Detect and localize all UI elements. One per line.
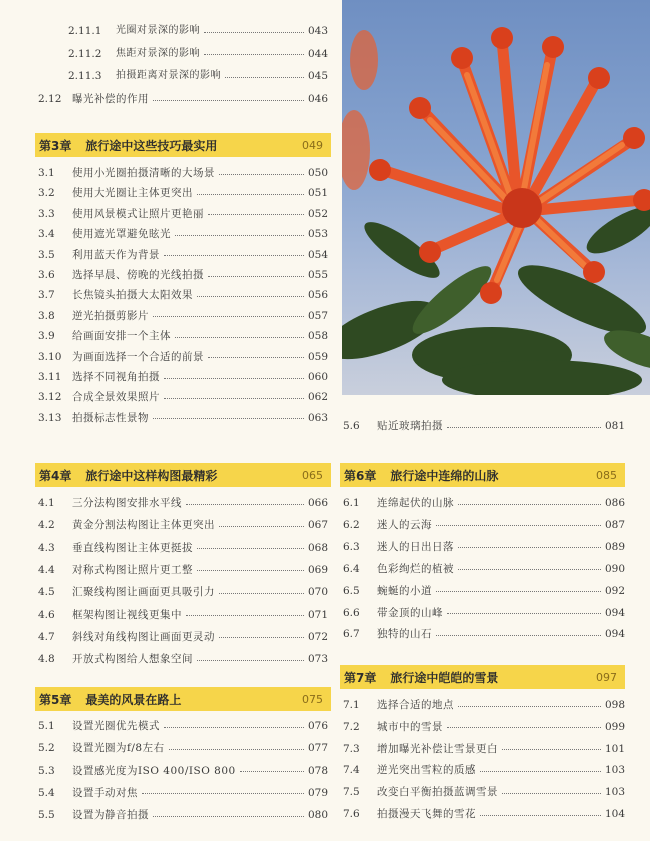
toc-entry[interactable]: [38, 409, 328, 427]
toc-entry-title: 黄金分割法构图让主体更突出: [72, 519, 215, 532]
toc-entry[interactable]: [38, 368, 328, 386]
toc-entry-title: 合成全景效果照片: [72, 391, 160, 404]
dot-leader: [436, 635, 601, 636]
toc-entry-title: 曝光补偿的作用: [72, 93, 149, 106]
toc-entry-title: 开放式构图给人想象空间: [72, 653, 193, 666]
dot-leader: [204, 54, 304, 55]
toc-entry-page: 052: [308, 207, 329, 220]
chapter-4-header[interactable]: [35, 463, 331, 487]
toc-entry-page: 104: [605, 808, 626, 820]
toc-entry-title: 对称式构图让照片更工整: [72, 563, 193, 576]
toc-entry[interactable]: [68, 45, 328, 63]
toc-entry-page: 077: [308, 742, 329, 755]
toc-entry-page: 051: [308, 187, 329, 200]
chapter-label: 第6章: [344, 468, 377, 483]
toc-entry-number: 5.3: [38, 764, 55, 777]
toc-entry[interactable]: [38, 164, 328, 182]
toc-entry-number: 3.5: [38, 248, 55, 261]
toc-entry-page: 101: [605, 742, 626, 755]
toc-entry-number: 6.7: [343, 628, 360, 641]
toc-entry-page: 054: [308, 248, 329, 261]
dot-leader: [219, 637, 304, 638]
dot-leader: [436, 525, 601, 526]
toc-entry[interactable]: [38, 784, 328, 802]
toc-entry-title: 垂直线构图让主体更挺拔: [72, 541, 193, 554]
toc-entry[interactable]: [38, 494, 328, 512]
toc-entry-page: 103: [605, 764, 626, 777]
dot-leader: [447, 613, 601, 614]
toc-entry-number: 7.2: [343, 720, 360, 733]
toc-entry-number: 6.3: [343, 540, 360, 553]
toc-entry-page: 090: [605, 562, 626, 575]
toc-entry[interactable]: [343, 604, 625, 622]
dot-leader: [458, 569, 601, 570]
dot-leader: [186, 615, 304, 616]
toc-entry-number: 7.6: [343, 808, 360, 820]
chapter-page: 075: [302, 692, 323, 706]
toc-entry-number: 5.1: [38, 720, 55, 732]
dot-leader: [153, 100, 304, 101]
toc-entry-title: 拍摄标志性景物: [72, 411, 149, 424]
toc-entry-number: 7.1: [343, 699, 360, 711]
toc-entry[interactable]: [38, 806, 328, 824]
toc-entry-number: 6.2: [343, 518, 360, 531]
toc-entry[interactable]: [343, 417, 625, 435]
toc-entry-number: 3.2: [38, 187, 55, 200]
toc-entry-title: 城市中的雪景: [377, 720, 443, 733]
toc-entry-title: 利用蓝天作为背景: [72, 248, 160, 261]
toc-entry-number: 3.7: [38, 289, 55, 302]
toc-entry-number: 2.12: [38, 93, 62, 106]
toc-entry-page: 086: [605, 497, 626, 509]
toc-entry[interactable]: [38, 286, 328, 304]
toc-entry-page: 057: [308, 309, 329, 322]
toc-entry-title: 色彩绚烂的植被: [377, 562, 454, 575]
chapter-6-header[interactable]: [340, 463, 625, 487]
toc-entry-title: 汇聚线构图让画面更具吸引力: [72, 586, 215, 599]
toc-entry-page: 050: [308, 167, 329, 179]
toc-entry-number: 4.4: [38, 563, 55, 576]
toc-entry-page: 080: [308, 809, 329, 822]
toc-entry[interactable]: [343, 516, 625, 534]
toc-entry-title: 设置感光度为ISO 400/ISO 800: [72, 764, 236, 777]
chapter-page: 085: [596, 468, 617, 482]
toc-entry-page: 044: [308, 47, 329, 60]
toc-entry-title: 改变白平衡拍摄蓝调雪景: [377, 786, 498, 799]
dot-leader: [164, 398, 304, 399]
toc-entry[interactable]: [343, 805, 625, 823]
toc-entry[interactable]: [343, 582, 625, 600]
chapter-title: 旅行途中这样构图最精彩: [85, 468, 218, 483]
dot-leader: [142, 793, 304, 794]
toc-entry[interactable]: [38, 583, 328, 601]
toc-entry-title: 连绵起伏的山脉: [377, 497, 454, 509]
toc-entry-page: 067: [308, 519, 329, 532]
dot-leader: [186, 504, 304, 505]
toc-entry-page: 056: [308, 289, 329, 302]
dot-leader: [208, 357, 304, 358]
toc-entry-number: 7.3: [343, 742, 360, 755]
toc-entry-title: 设置光圈优先模式: [72, 720, 160, 732]
toc-entry-number: 4.6: [38, 608, 55, 621]
toc-entry-number: 2.11.2: [68, 47, 102, 60]
toc-entry-page: 081: [605, 420, 626, 432]
toc-entry-number: 3.3: [38, 207, 55, 220]
toc-entry[interactable]: [38, 539, 328, 557]
toc-entry-number: 4.3: [38, 541, 55, 554]
toc-entry[interactable]: [38, 90, 328, 108]
dot-leader: [153, 316, 304, 317]
dot-leader: [458, 504, 601, 505]
toc-entry[interactable]: [343, 625, 625, 643]
toc-entry-page: 062: [308, 391, 329, 404]
toc-entry-number: 3.4: [38, 228, 55, 241]
dot-leader: [197, 570, 304, 571]
toc-entry-page: 073: [308, 653, 329, 666]
toc-entry[interactable]: [38, 717, 328, 735]
dot-leader: [197, 296, 304, 297]
toc-entry[interactable]: [38, 184, 328, 202]
toc-entry[interactable]: [343, 494, 625, 512]
toc-entry[interactable]: [343, 783, 625, 801]
dot-leader: [175, 337, 304, 338]
toc-entry[interactable]: [38, 348, 328, 366]
toc-entry-number: 2.11.1: [68, 25, 102, 37]
toc-entry-title: 给画面安排一个主体: [72, 330, 171, 343]
dot-leader: [458, 706, 601, 707]
dot-leader: [153, 816, 304, 817]
toc-entry[interactable]: [343, 538, 625, 556]
toc-entry-title: 迷人的云海: [377, 518, 432, 531]
flower-illustration: [342, 0, 650, 395]
toc-entry-title: 三分法构图安排水平线: [72, 497, 182, 509]
toc-entry[interactable]: [343, 696, 625, 714]
toc-entry[interactable]: [38, 266, 328, 284]
toc-entry-number: 4.7: [38, 630, 55, 643]
toc-entry-page: 103: [605, 786, 626, 799]
toc-entry-page: 043: [308, 25, 329, 37]
toc-entry-title: 使用遮光罩避免眩光: [72, 228, 171, 241]
toc-entry-page: 063: [308, 411, 329, 424]
toc-entry-title: 使用小光圈拍摄清晰的大场景: [72, 167, 215, 179]
toc-entry[interactable]: [38, 327, 328, 345]
toc-entry[interactable]: [38, 388, 328, 406]
toc-entry-page: 094: [605, 606, 626, 619]
toc-entry-page: 089: [605, 540, 626, 553]
toc-entry-page: 060: [308, 371, 329, 383]
chapter-7-header[interactable]: [340, 665, 625, 689]
dot-leader: [164, 378, 304, 379]
toc-entry-page: 079: [308, 786, 329, 799]
toc-entry-title: 选择早晨、傍晚的光线拍摄: [72, 269, 204, 281]
toc-entry[interactable]: [38, 225, 328, 243]
chapter-page: 097: [596, 670, 617, 684]
toc-entry-number: 4.2: [38, 519, 55, 532]
toc-entry-number: 5.6: [343, 420, 360, 432]
dot-leader: [502, 749, 601, 750]
dot-leader: [164, 255, 304, 256]
dot-leader: [502, 793, 601, 794]
toc-entry-title: 使用风景模式让照片更艳丽: [72, 207, 204, 220]
dot-leader: [436, 591, 601, 592]
dot-leader: [164, 727, 304, 728]
toc-entry-title: 焦距对景深的影响: [116, 47, 200, 59]
toc-entry-page: 094: [605, 628, 626, 641]
toc-entry-number: 3.8: [38, 309, 55, 322]
chapter-title: 最美的风景在路上: [85, 692, 182, 707]
dot-leader: [208, 214, 304, 215]
toc-entry-page: 045: [308, 70, 329, 83]
chapter-label: 第5章: [39, 692, 72, 707]
chapter-label: 第7章: [344, 670, 377, 685]
chapter-page: 065: [302, 468, 323, 482]
toc-entry-page: 092: [605, 584, 626, 597]
toc-entry-number: 4.1: [38, 497, 55, 509]
toc-entry-number: 3.10: [38, 350, 62, 363]
toc-entry-number: 5.5: [38, 809, 55, 822]
dot-leader: [447, 727, 601, 728]
toc-entry[interactable]: [38, 739, 328, 757]
chapter-3-header[interactable]: [35, 133, 331, 157]
toc-entry[interactable]: [343, 718, 625, 736]
toc-entry[interactable]: [343, 560, 625, 578]
dot-leader: [169, 749, 304, 750]
toc-entry-page: 098: [605, 699, 626, 711]
dot-leader: [225, 77, 304, 78]
toc-entry[interactable]: [68, 22, 328, 40]
toc-entry-title: 逆光拍摄剪影片: [72, 309, 149, 322]
toc-entry-number: 6.4: [343, 562, 360, 575]
toc-entry[interactable]: [38, 561, 328, 579]
toc-entry-title: 独特的山石: [377, 628, 432, 641]
dot-leader: [219, 174, 304, 175]
toc-entry[interactable]: [68, 67, 328, 85]
dot-leader: [197, 660, 304, 661]
toc-entry-number: 4.8: [38, 653, 55, 666]
toc-entry-title: 选择不同视角拍摄: [72, 371, 160, 383]
toc-entry-title: 带金顶的山峰: [377, 606, 443, 619]
toc-entry-page: 072: [308, 630, 329, 643]
toc-entry-title: 增加曝光补偿让雪景更白: [377, 742, 498, 755]
toc-entry-title: 贴近玻璃拍摄: [377, 420, 443, 432]
dot-leader: [208, 276, 304, 277]
toc-entry-title: 设置光圈为f/8左右: [72, 742, 165, 755]
chapter-title: 旅行途中这些技巧最实用: [85, 138, 218, 153]
toc-entry-number: 6.5: [343, 584, 360, 597]
toc-entry-number: 3.11: [38, 371, 62, 383]
dot-leader: [458, 547, 601, 548]
dot-leader: [153, 418, 304, 419]
toc-entry-title: 逆光突出雪粒的质感: [377, 764, 476, 777]
toc-entry[interactable]: [38, 762, 328, 780]
toc-entry-number: 3.9: [38, 330, 55, 343]
toc-entry-number: 3.6: [38, 269, 55, 281]
toc-entry-page: 046: [308, 93, 329, 106]
toc-entry-page: 099: [605, 720, 626, 733]
toc-entry-page: 070: [308, 586, 329, 599]
toc-entry-page: 068: [308, 541, 329, 554]
toc-entry-title: 为画面选择一个合适的前景: [72, 350, 204, 363]
toc-entry-page: 078: [308, 764, 329, 777]
chapter-page: 049: [302, 138, 323, 152]
dot-leader: [219, 593, 304, 594]
toc-entry-title: 光圈对景深的影响: [116, 25, 200, 36]
toc-entry-page: 066: [308, 497, 329, 509]
flower-photo: [342, 0, 650, 395]
toc-entry[interactable]: [38, 516, 328, 534]
toc-entry-title: 拍摄漫天飞舞的雪花: [377, 808, 476, 820]
dot-leader: [447, 427, 601, 428]
toc-entry-title: 设置手动对焦: [72, 786, 138, 799]
dot-leader: [175, 235, 304, 236]
dot-leader: [197, 194, 304, 195]
toc-entry-number: 6.6: [343, 606, 360, 619]
toc-entry-title: 蜿蜒的小道: [377, 584, 432, 597]
dot-leader: [480, 815, 601, 816]
toc-entry-number: 2.11.3: [68, 70, 102, 83]
toc-entry-number: 3.12: [38, 391, 62, 404]
toc-entry-title: 迷人的日出日落: [377, 540, 454, 553]
toc-entry-page: 059: [308, 350, 329, 363]
toc-entry-page: 071: [308, 608, 329, 621]
toc-entry-page: 058: [308, 330, 329, 343]
toc-entry-number: 5.2: [38, 742, 55, 755]
chapter-title: 旅行途中皑皑的雪景: [390, 670, 499, 685]
toc-entry-page: 087: [605, 518, 626, 531]
toc-entry-number: 7.5: [343, 786, 360, 799]
toc-entry[interactable]: [343, 761, 625, 779]
dot-leader: [480, 771, 601, 772]
toc-entry-page: 055: [308, 269, 329, 281]
toc-entry[interactable]: [38, 650, 328, 668]
toc-entry[interactable]: [38, 628, 328, 646]
toc-entry-title: 使用大光圈让主体更突出: [72, 187, 193, 200]
toc-entry[interactable]: [343, 740, 625, 758]
toc-entry-page: 053: [308, 228, 329, 241]
toc-entry-title: 拍摄距离对景深的影响: [116, 70, 221, 82]
dot-leader: [240, 771, 304, 772]
chapter-label: 第3章: [39, 138, 72, 153]
toc-entry-number: 6.1: [343, 497, 360, 509]
toc-entry-page: 076: [308, 720, 329, 732]
toc-entry-title: 框架构图让视线更集中: [72, 608, 182, 621]
toc-entry-number: 4.5: [38, 586, 55, 599]
toc-entry[interactable]: [38, 606, 328, 624]
toc-entry-title: 斜线对角线构图让画面更灵动: [72, 630, 215, 643]
toc-entry-page: 069: [308, 563, 329, 576]
chapter-5-header[interactable]: [35, 687, 331, 711]
chapter-title: 旅行途中连绵的山脉: [390, 468, 499, 483]
dot-leader: [204, 32, 304, 33]
dot-leader: [197, 548, 304, 549]
toc-entry-number: 3.1: [38, 167, 55, 179]
dot-leader: [219, 526, 304, 527]
toc-entry-title: 设置为静音拍摄: [72, 809, 149, 822]
toc-entry-number: 5.4: [38, 786, 55, 799]
toc-entry[interactable]: [38, 307, 328, 325]
toc-entry-number: 3.13: [38, 411, 62, 424]
toc-entry-title: 选择合适的地点: [377, 699, 454, 711]
chapter-label: 第4章: [39, 468, 72, 483]
toc-entry-title: 长焦镜头拍摄大太阳效果: [72, 289, 193, 302]
toc-entry[interactable]: [38, 246, 328, 264]
toc-entry[interactable]: [38, 205, 328, 223]
toc-entry-number: 7.4: [343, 764, 360, 777]
